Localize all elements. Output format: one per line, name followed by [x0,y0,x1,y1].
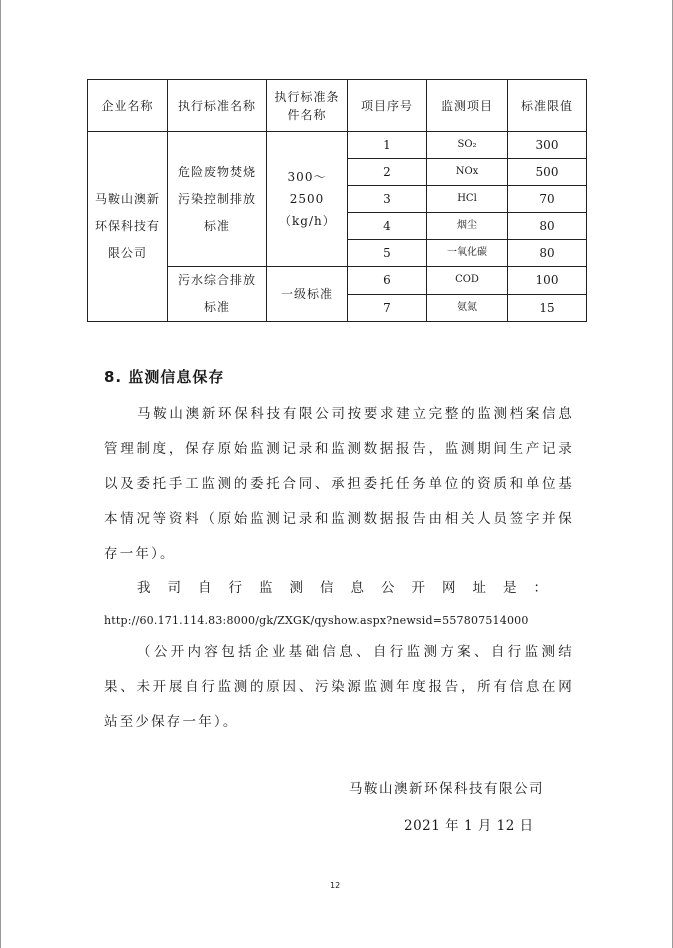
section-title: 8. 监测信息保存 [104,368,225,386]
item-no-cell: 2 [348,159,427,186]
standard-condition-cell: 一级标准 [267,267,348,322]
standard-name-cell: 污水综合排放标准 [168,267,267,322]
monitor-item-cell: COD [427,267,508,295]
limit-cell: 80 [508,213,587,240]
monitor-item-cell: SO₂ [427,132,508,159]
item-no-cell: 6 [348,267,427,295]
website-url-link[interactable]: http://60.171.114.83:8000/gk/ZXGK/qyshow.aspx?newsid=557807514000 [104,614,529,627]
company-cell: 马鞍山澳新环保科技有限公司 [88,132,168,322]
limit-cell: 300 [508,132,587,159]
header-standard-name: 执行标准名称 [168,80,267,132]
limit-cell: 100 [508,267,587,295]
limit-cell: 500 [508,159,587,186]
item-no-cell: 5 [348,240,427,267]
website-lead-text: 我司自行监测信息公开网址是： [137,580,564,596]
monitor-item-cell: NOx [427,159,508,186]
limit-cell: 70 [508,186,587,213]
page-edge-left [0,0,1,948]
page-number: 12 [330,881,341,890]
header-company: 企业名称 [88,80,168,132]
item-no-cell: 1 [348,132,427,159]
limit-cell: 80 [508,240,587,267]
monitor-item-cell: 一氧化碳 [427,240,508,267]
paragraph-retention: 马鞍山澳新环保科技有限公司按要求建立完整的监测档案信息管理制度，保存原始监测记录和监测数据报告，监测期间生产记录以及委托手工监测的委托合同、承担委托任务单位的资质和单位基本情况等资料（原始监测记录和监测数据报告由相关人员签字并保存一年）。 [104,406,574,562]
table-header-row [88,80,587,132]
standard-condition-cell: 300～2500（kg/h） [267,132,348,267]
header-item-no: 项目序号 [348,80,427,132]
monitor-item-cell: 氨氮 [427,294,508,322]
item-no-cell: 4 [348,213,427,240]
standard-name-cell: 危险废物焚烧污染控制排放标准 [168,132,267,267]
limit-cell: 15 [508,294,587,322]
header-standard-condition: 执行标准条件名称 [267,80,348,132]
monitor-item-cell: HCl [427,186,508,213]
header-monitor-item: 监测项目 [427,80,508,132]
header-limit: 标准限值 [508,80,587,132]
signature-company: 马鞍山澳新环保科技有限公司 [349,781,544,797]
item-no-cell: 3 [348,186,427,213]
table-row [88,132,587,159]
monitor-item-cell: 烟尘 [427,213,508,240]
item-no-cell: 7 [348,294,427,322]
signature-date: 2021 年 1 月 12 日 [404,818,534,834]
paragraph-disclosure-content: （公开内容包括企业基础信息、自行监测方案、自行监测结果、未开展自行监测的原因、污染源监测年度报告，所有信息在网站至少保存一年）。 [104,644,574,730]
paragraph-website [104,571,574,636]
monitoring-standards-table [87,79,587,322]
